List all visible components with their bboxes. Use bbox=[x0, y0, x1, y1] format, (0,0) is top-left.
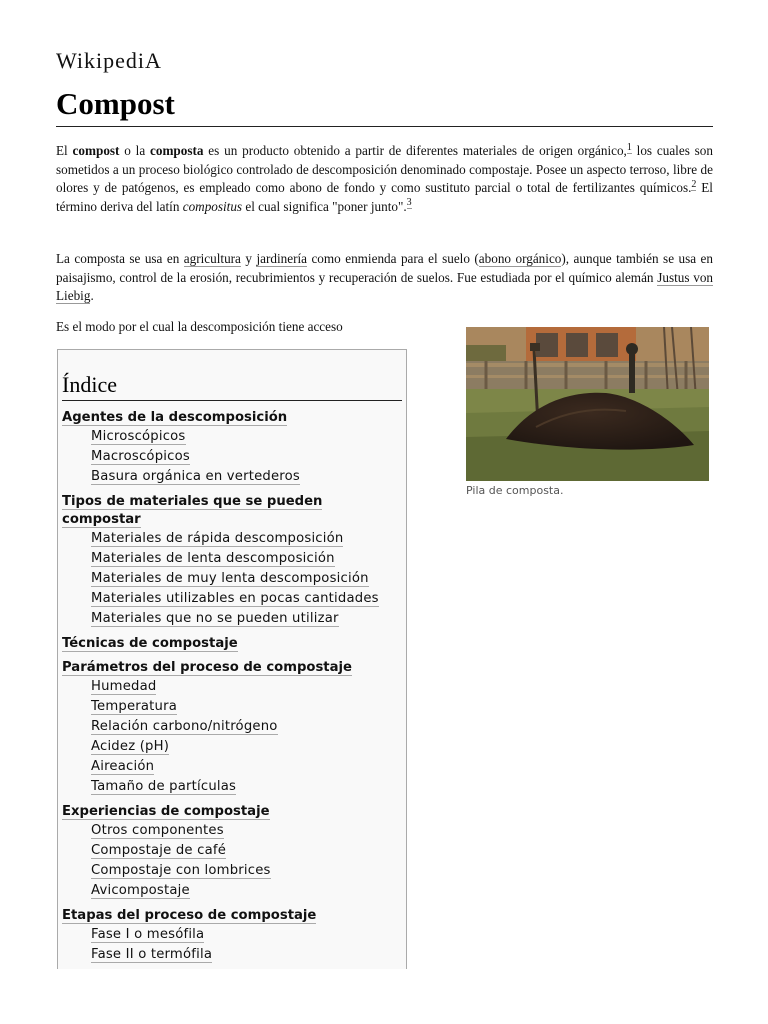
toc-subsection-link[interactable]: Materiales de muy lenta descomposición bbox=[91, 571, 369, 586]
toc-subsection-link[interactable]: Fase II o termófila bbox=[91, 947, 213, 962]
toc-subsection-link[interactable]: Fase I o mesófila bbox=[91, 927, 205, 942]
decomposition-paragraph: Es el modo por el cual la descomposición tiene acceso bbox=[56, 319, 343, 334]
toc-subsection-link[interactable]: Materiales de lenta descomposición bbox=[91, 551, 335, 566]
link-agricultura[interactable]: agricultura bbox=[183, 251, 241, 266]
toc-heading: Índice bbox=[62, 372, 402, 401]
link-jardineria[interactable]: jardinería bbox=[256, 251, 307, 266]
toc-section bbox=[62, 659, 404, 677]
toc-subsection bbox=[62, 569, 404, 589]
toc-section bbox=[62, 803, 404, 821]
toc-subsection-link[interactable]: Microscópicos bbox=[91, 429, 186, 444]
toc-subsection-link[interactable]: Acidez (pH) bbox=[91, 739, 170, 754]
toc-subsection-link[interactable]: Materiales utilizables en pocas cantidades bbox=[91, 591, 379, 606]
toc-section-link[interactable]: Técnicas de compostaje bbox=[62, 636, 238, 651]
toc-section-link[interactable]: Parámetros del proceso de compostaje bbox=[62, 660, 352, 675]
toc-subsection bbox=[62, 881, 404, 901]
reference-2[interactable]: 2 bbox=[691, 178, 697, 190]
toc-subsection-link[interactable]: Tamaño de partículas bbox=[91, 779, 237, 794]
toc-subsection-link[interactable]: Relación carbono/nitrógeno bbox=[91, 719, 278, 734]
toc-section-link[interactable]: Etapas del proceso de compostaje bbox=[62, 908, 317, 923]
toc-subsection-link[interactable]: Temperatura bbox=[91, 699, 177, 714]
reference-3[interactable]: 3 bbox=[406, 197, 412, 209]
wikipedia-logo[interactable]: WikipediA bbox=[56, 48, 162, 73]
toc-subsection-link[interactable]: Materiales de rápida descomposición bbox=[91, 531, 344, 546]
reference-1[interactable]: 1 bbox=[626, 141, 632, 153]
usage-paragraph: La composta se usa en agricultura y jardinería como enmienda para el suelo (abono orgánico), aunque también se usa en paisajismo, control de la erosión, recubrimientos y recuperación de suelos. Fue estudiada por el químico alemán Justus von Liebig. bbox=[56, 251, 714, 303]
toc-list bbox=[62, 409, 404, 965]
toc-subsection-link[interactable]: Otros componentes bbox=[91, 823, 224, 838]
toc-section-link[interactable]: Tipos de materiales que se pueden compostar bbox=[62, 494, 323, 527]
toc-section-link[interactable]: Agentes de la descomposición bbox=[62, 410, 288, 425]
toc-section-link[interactable]: Experiencias de compostaje bbox=[62, 804, 270, 819]
toc-subsection-link[interactable]: Compostaje con lombrices bbox=[91, 863, 271, 878]
toc-subsection bbox=[62, 737, 404, 757]
table-of-contents bbox=[57, 349, 407, 969]
toc-subsection-link[interactable]: Aireación bbox=[91, 759, 155, 774]
bold-term-compost: compost bbox=[72, 143, 120, 158]
toc-subsection bbox=[62, 717, 404, 737]
toc-subsection bbox=[62, 925, 404, 945]
toc-subsection-link[interactable]: Compostaje de café bbox=[91, 843, 227, 858]
toc-subsection bbox=[62, 861, 404, 881]
link-abono-organico[interactable]: abono orgánico bbox=[478, 251, 562, 266]
bold-term-composta: composta bbox=[150, 143, 204, 158]
toc-subsection bbox=[62, 609, 404, 629]
toc-subsection bbox=[62, 589, 404, 609]
toc-subsection-link[interactable]: Basura orgánica en vertederos bbox=[91, 469, 300, 484]
toc-section bbox=[62, 409, 404, 427]
toc-subsection bbox=[62, 841, 404, 861]
toc-section bbox=[62, 907, 404, 925]
toc-subsection-link[interactable]: Avicompostaje bbox=[91, 883, 190, 898]
page-title: Compost bbox=[56, 86, 175, 121]
toc-subsection bbox=[62, 529, 404, 549]
toc-subsection bbox=[62, 697, 404, 717]
link-justus-von-liebig[interactable]: Justus von Liebig bbox=[56, 269, 714, 303]
toc-subsection bbox=[62, 467, 404, 487]
figure-caption: Pila de composta. bbox=[466, 484, 564, 497]
title-divider bbox=[56, 126, 713, 127]
toc-subsection bbox=[62, 777, 404, 797]
toc-subsection-link[interactable]: Macroscópicos bbox=[91, 449, 190, 464]
toc-subsection bbox=[62, 945, 404, 965]
intro-paragraph: El compost o la composta es un producto obtenido a partir de diferentes materiales de origen orgánico,$^1$ los cuales son sometidos a un proceso biológico controlado de descomposición denominado compostaje. Posee un aspecto terroso, libre de olores y de patógenos, es empleado como abono de fondo y como sustituto parcial o total de fertilizantes químicos.$^2$ El término deriva del latín compositus el cual significa "poner junto".$^3$ bbox=[56, 141, 713, 214]
toc-subsection bbox=[62, 677, 404, 697]
toc-subsection bbox=[62, 821, 404, 841]
toc-subsection bbox=[62, 549, 404, 569]
toc-subsection-link[interactable]: Materiales que no se pueden utilizar bbox=[91, 611, 339, 626]
toc-subsection-link[interactable]: Humedad bbox=[91, 679, 157, 694]
toc-subsection bbox=[62, 757, 404, 777]
toc-section bbox=[62, 635, 404, 653]
compost-figure bbox=[466, 327, 709, 497]
toc-section bbox=[62, 493, 404, 529]
compost-pile-image[interactable] bbox=[466, 327, 709, 481]
toc-subsection bbox=[62, 447, 404, 467]
toc-subsection bbox=[62, 427, 404, 447]
